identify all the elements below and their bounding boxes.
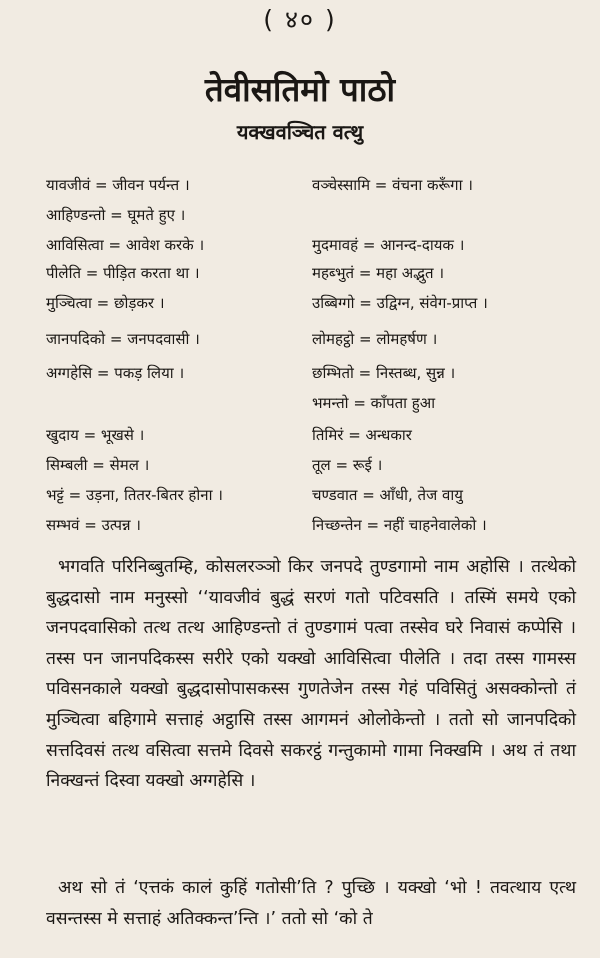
page-number: ( ४० )	[263, 5, 337, 34]
vocab-item: सिम्बली = सेमल ।	[46, 456, 150, 474]
vocab-item: पीलेति = पीड़ित करता था ।	[46, 264, 200, 282]
vocab-item: तिमिरं = अन्धकार	[312, 426, 412, 444]
vocab-item: भट्टं = उड़ना, तितर-बितर होना ।	[46, 486, 223, 504]
story-paragraph: भगवति परिनिब्बुतम्हि, कोसलरञ्ञो किर जनपदे तुण्डगामो नाम अहोसि । तत्थेको बुद्धदासो नाम मनुस्सो ‘‘यावजीवं बुद्धं सरणं गतो पटिवसति । तस्मिं समये एको जनपदवासिको तत्थ तत्थ आहिण्डन्तो तं तुण्डगामं पत्वा तस्सेव घरे निवासं कप्पेसि । तस्स पन जानपदिकस्स सरीरे एको यक्खो आविसित्वा पीलेति । तदा तस्स गामस्स पविसनकाले यक्खो बुद्धदासोपासकस्स गुणतेजेन तस्स गेहं पविसितुं असक्कोन्तो तं मुञ्चित्वा बहिगामे सत्ताहं अट्ठासि तस्स आगमनं ओलोकेन्तो । ततो सो जानपदिको सत्तदिवसं तत्थ वसित्वा सत्तमे दिवसे सकरट्ठं गन्तुकामो गामा निक्खमि । अथ तं तथा निक्खन्तं दिस्वा यक्खो अग्गहेसि ।	[46, 557, 576, 792]
vocab-item: मुदमावहं = आनन्द-दायक ।	[312, 236, 465, 254]
vocab-item: अग्गहेसि = पकड़ लिया ।	[46, 364, 185, 382]
vocab-item: लोमहट्ठो = लोमहर्षण ।	[312, 330, 438, 348]
vocab-item: निच्छन्तेन = नहीं चाहनेवालेको ।	[312, 516, 487, 534]
vocab-item: जानपदिको = जनपदवासी ।	[46, 330, 200, 348]
vocab-item: आविसित्वा = आवेश करके ।	[46, 236, 205, 254]
vocab-item: सम्भवं = उत्पन्न ।	[46, 516, 141, 534]
lesson-title: तेवीसतिमो पाठो	[204, 70, 396, 109]
lesson-subtitle: यक्खवञ्चित वत्थु	[236, 120, 364, 144]
vocab-item: तूल = रूई ।	[312, 456, 383, 474]
vocab-item: आहिण्डन्तो = घूमते हुए ।	[46, 206, 186, 224]
vocab-item: यावजीवं = जीवन पर्यन्त ।	[46, 176, 190, 194]
vocab-item: भमन्तो = काँपता हुआ	[312, 394, 436, 412]
vocab-item: छम्भितो = निस्तब्ध, सुन्न ।	[312, 364, 456, 382]
vocab-item: मुञ्चित्वा = छोड़कर ।	[46, 294, 165, 312]
story-paragraph: अथ सो तं ‘एत्तकं कालं कुहिं गतोसी’ति ? पुच्छि । यक्खो ‘भो ! तवत्थाय एत्थ वसन्तस्स मे सत्ताहं अतिक्कन्त’न्ति ।’ ततो सो ‘को ते	[46, 878, 576, 929]
vocab-item: वञ्चेस्सामि = वंचना करूँगा ।	[312, 176, 473, 194]
vocab-item: महब्भुतं = महा अद्भुत ।	[312, 264, 445, 282]
vocab-item: उब्बिग्गो = उद्विग्न, संवेग-प्राप्त ।	[312, 294, 488, 312]
vocabulary-list	[0, 172, 600, 544]
vocab-item: चण्डवात = आँधी, तेज वायु	[312, 486, 463, 504]
vocab-item: खुदाय = भूखसे ।	[46, 426, 145, 444]
